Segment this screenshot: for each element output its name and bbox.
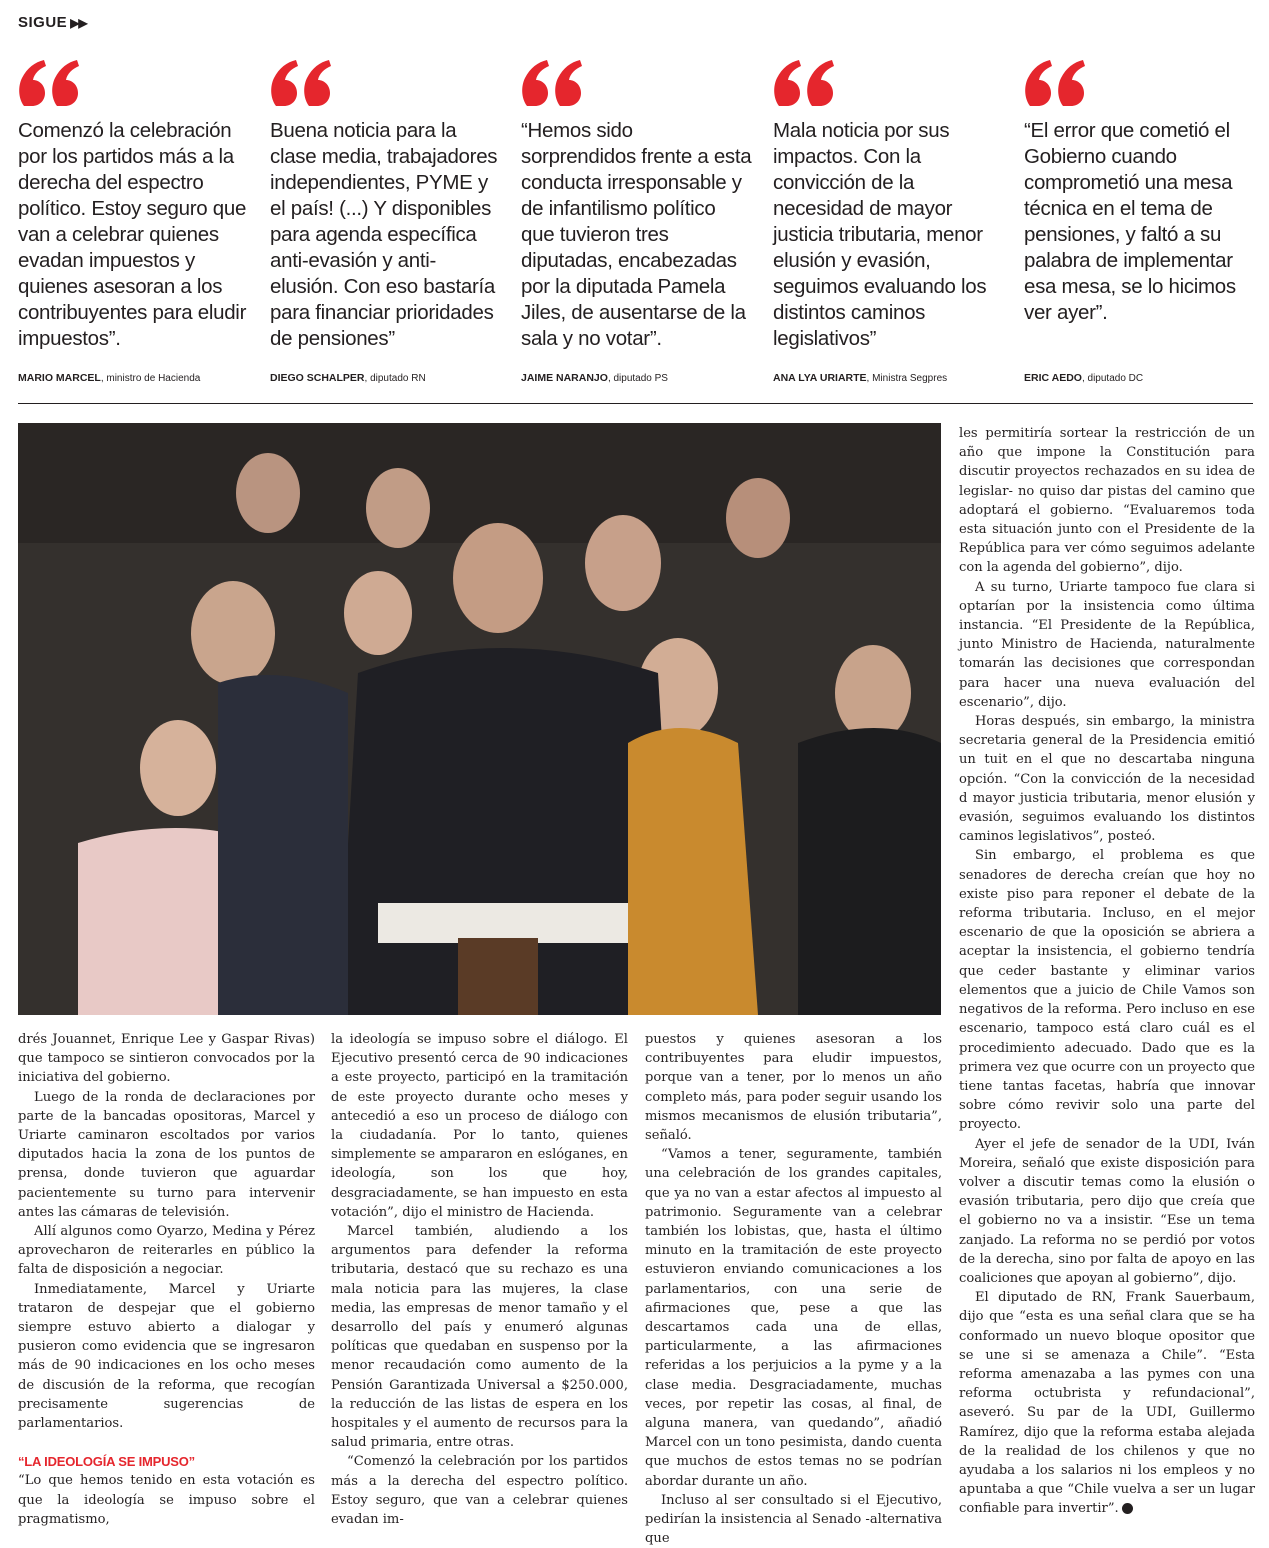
subheading: “LA IDEOLOGÍA SE IMPUSO” — [18, 1454, 195, 1470]
end-mark-icon: P — [1122, 1503, 1133, 1514]
quote-attribution — [1024, 372, 1143, 384]
speaker-role: , ministro de Hacienda — [100, 373, 201, 384]
quote-text: “Hemos sido sorprendidos frente a esta conducta irresponsable y de infantilismo político que tuvieron tres diputadas, encabezadas por la diputada Pamela Jiles, de ausentarse de la sala y no votar”. — [521, 119, 752, 350]
quote-text: Comenzó la celebración por los partidos más a la derecha del espectro político. Estoy seguro que van a celebrar quienes evadan impuestos y quienes asesoran a los contribuyentes para eludir impuestos”. — [18, 119, 247, 350]
paragraph: Inmediatamente, Marcel y Uriarte trataron de despejar que el gobierno siempre estuvo abierto a dialogar y pusieron como evidencia que se ingresaron más de 90 indicaciones en los ocho meses de discusión de la reforma, que recogían precisamente sugerencias de parlamentarios. — [18, 1281, 315, 1432]
section-label-text: SIGUE — [18, 14, 68, 31]
quote-card — [521, 58, 753, 384]
speaker-name: MARIO MARCEL — [18, 372, 101, 384]
quote-text: “El error que cometió el Gobierno cuando comprometió una mesa técnica en el tema de pensiones, y faltó a su palabra de implementar esa mesa, se lo hicimos ver ayer”. — [1024, 119, 1236, 324]
double-arrow-icon: ▶▶ — [70, 16, 87, 30]
paragraph-text: El diputado de RN, Frank Sauerbaum, dijo que “esta es una señal clara que se ha conformado un nuevo bloque opositor que se une si se amenaza a Chile”. “Esta reforma amenazaba a las pymes con una reforma octubrista y refundacional”, aseveró. Su par de la UDI, Guillermo Ramírez, dijo que la reforma estaba alejada de la realidad de los chilenos y que no ayudaba a los salarios ni los empleos y no apuntaba a que “Chile vuelva a ser un lugar confiable para invertir”. — [959, 1290, 1255, 1517]
paragraph: Marcel también, aludiendo a los argumentos para defender la reforma tributaria, destacó que su rechazo es una mala noticia para las mujeres, la clase media, las empresas de menor tamaño y el desarrollo del país y enumeró algunas políticas que quedaban en suspenso por la menor recaudación como aumento de la Pensión Garantizada Universal a $250.000, la reducción de las listas de espera en los hospitales y el aumento de recursos para la salud primaria, entre otras. — [331, 1224, 628, 1451]
speaker-name: JAIME NARANJO — [521, 372, 608, 384]
quote-mark-icon — [1024, 58, 1086, 106]
paragraph: puestos y quienes asesoran a los contribuyentes para eludir impuestos, porque van a tener, por lo menos un año completo más, para poder seguir usando los mismos mecanismos de elusión tributaria”, señaló. — [645, 1032, 942, 1144]
speaker-name: ANA LYA URIARTE — [773, 372, 867, 384]
paragraph: Ayer el jefe de senador de la UDI, Iván Moreira, señaló que existe disposición para volver a discutir temas como la elusión o evasión tributaria, pero dijo que creía que el gobierno no va a insistir. “Ese un tema zanjado. La reforma no se perdió por votos de la derecha, sino por falta de apoyo en las coaliciones que apoyan al gobierno”, dijo. — [959, 1136, 1255, 1286]
quote-attribution — [773, 372, 947, 384]
paragraph: Horas después, sin embargo, la ministra secretaria general de la Presidencia emitió un tuit en el que no descartaba ninguna opción. “Con la convicción de la necesidad d mayor justicia tributaria, menor elusión y evasión, seguimos evaluando los distintos caminos legislativos”, posteó. — [959, 714, 1255, 845]
speaker-role: , diputado DC — [1081, 373, 1144, 384]
paragraph: drés Jouannet, Enrique Lee y Gaspar Rivas) que tampoco se sintieron convocados por la iniciativa del gobierno. — [18, 1032, 315, 1086]
quote-text: Buena noticia para la clase media, trabajadores independientes, PYME y el país! (...) Y disponibles para agenda específica anti-evasión y anti-elusión. Con eso bastaría para financiar prioridades de pensiones” — [270, 119, 498, 350]
quote-mark-icon — [18, 58, 80, 106]
quote-mark-icon — [270, 58, 332, 106]
paragraph: “Vamos a tener, seguramente, también una celebración de los grandes capitales, que ya no van a estar afectos al impuesto al patrimonio. Seguramente van a celebrar también los lobistas, que, hasta el último minuto en la tramitación de este proyecto estuvieron enviando comunicaciones a los parlamentarios, con una serie de afirmaciones que, pese a que las descartamos cada una de ellas, particularmente, a las afirmaciones referidas a los perjuicios a la pyme y a la clase media. Desgraciadamente, muchas veces, por repetir las cosas, al final, de alguna manera, van quedando”, añadió Marcel con un tono pesimista, dando cuenta que muchos de estos temas no se podrían abordar durante un año. — [645, 1147, 942, 1489]
quote-card — [270, 58, 502, 384]
quote-text: Mala noticia por sus impactos. Con la convicción de la necesidad de mayor justicia tributaria, menor elusión y evasión, seguimos evaluando los distintos caminos legislativos” — [773, 119, 987, 350]
quote-mark-icon — [773, 58, 835, 106]
press-conference-photo — [18, 423, 941, 1015]
speaker-role: , diputado PS — [607, 373, 668, 384]
paragraph: “Lo que hemos tenido en esta votación es que la ideología se impuso sobre el pragmatismo, — [18, 1473, 315, 1527]
article-column-4 — [959, 424, 1255, 1519]
paragraph: A su turno, Uriarte tampoco fue clara si optarían por la insistencia como última instancia. “El Presidente de la República, junto Ministro de Hacienda, naturalmente tomarán las decisiones que correspondan para hacer una nueva evaluación del escenario”, dijo. — [959, 579, 1255, 710]
speaker-name: DIEGO SCHALPER — [270, 372, 365, 384]
section-label — [18, 14, 87, 31]
paragraph: Allí algunos como Oyarzo, Medina y Pérez aprovecharon de reiterarles en público la falta de disposición a negociar. — [18, 1224, 315, 1278]
paragraph — [959, 1288, 1255, 1518]
article-column-3 — [645, 1030, 942, 1548]
paragraph: la ideología se impuso sobre el diálogo. El Ejecutivo presentó cerca de 90 indicaciones a este proyecto, participó en la tramitación de este proyecto durante ocho meses y antecedió a eso un proceso de diálogo con la ciudadanía. Por lo tanto, quienes simplemente se ampararon en eslóganes, en ideología, son los que hoy, desgraciadamente, se han impuesto en esta votación”, dijo el ministro de Hacienda. — [331, 1032, 628, 1220]
quote-mark-icon — [521, 58, 583, 106]
quote-attribution — [521, 372, 668, 384]
divider — [18, 403, 1253, 404]
quotes-row — [0, 58, 1269, 398]
paragraph: Luego de la ronda de declaraciones por parte de la bancadas opositoras, Marcel y Uriarte caminaron escoltados por varios diputados hacia la zona de los puntos de prensa, donde tuvieron que aguardar pacientemente su turno para intervenir antes las cámaras de televisión. — [18, 1089, 315, 1220]
paragraph: les permitiría sortear la restricción de un año que impone la Constitución para discutir proyectos rechazados en su idea de legislar- no quiso dar pistas del camino que adoptará el gobierno. “Evaluaremos toda esta situación junto con el Presidente de la República para ver cómo seguimos adelante con la agenda del gobierno”, dijo. — [959, 426, 1255, 576]
speaker-name: ERIC AEDO — [1024, 372, 1082, 384]
paragraph: “Comenzó la celebración por los partidos más a la derecha del espectro político. Estoy seguro, que van a celebrar quienes evadan im- — [331, 1454, 628, 1528]
paragraph: Sin embargo, el problema es que senadores de derecha creían que hoy no existe piso para reponer el debate de la reforma tributaria. Incluso, en el mejor escenario de que la oposición se abriera a aceptar la insistencia, el gobierno tendría que ceder bastante y eliminar varios elementos que a juicio de Chile Vamos son negativos de la reforma. Pero incluso en ese escenario, tampoco está claro cuál es el procedimiento adecuado. Dado que es la primera vez que ocurre con un proyecto que tiene tantas facetas, habría que innovar sobre cómo revivir solo una parte del proyecto. — [959, 848, 1255, 1133]
speaker-role: , Ministra Segpres — [866, 373, 948, 384]
quote-card — [18, 58, 250, 384]
quote-attribution — [270, 372, 426, 384]
article-column-2 — [331, 1030, 628, 1529]
quote-attribution — [18, 372, 200, 384]
speaker-role: , diputado RN — [364, 373, 426, 384]
paragraph: Incluso al ser consultado si el Ejecutivo, pedirían la insistencia al Senado -alternativa que — [645, 1492, 943, 1547]
article-column-1 — [18, 1030, 315, 1529]
photo-illustration — [18, 423, 941, 1015]
quote-card — [1024, 58, 1256, 384]
quote-card — [773, 58, 1005, 384]
